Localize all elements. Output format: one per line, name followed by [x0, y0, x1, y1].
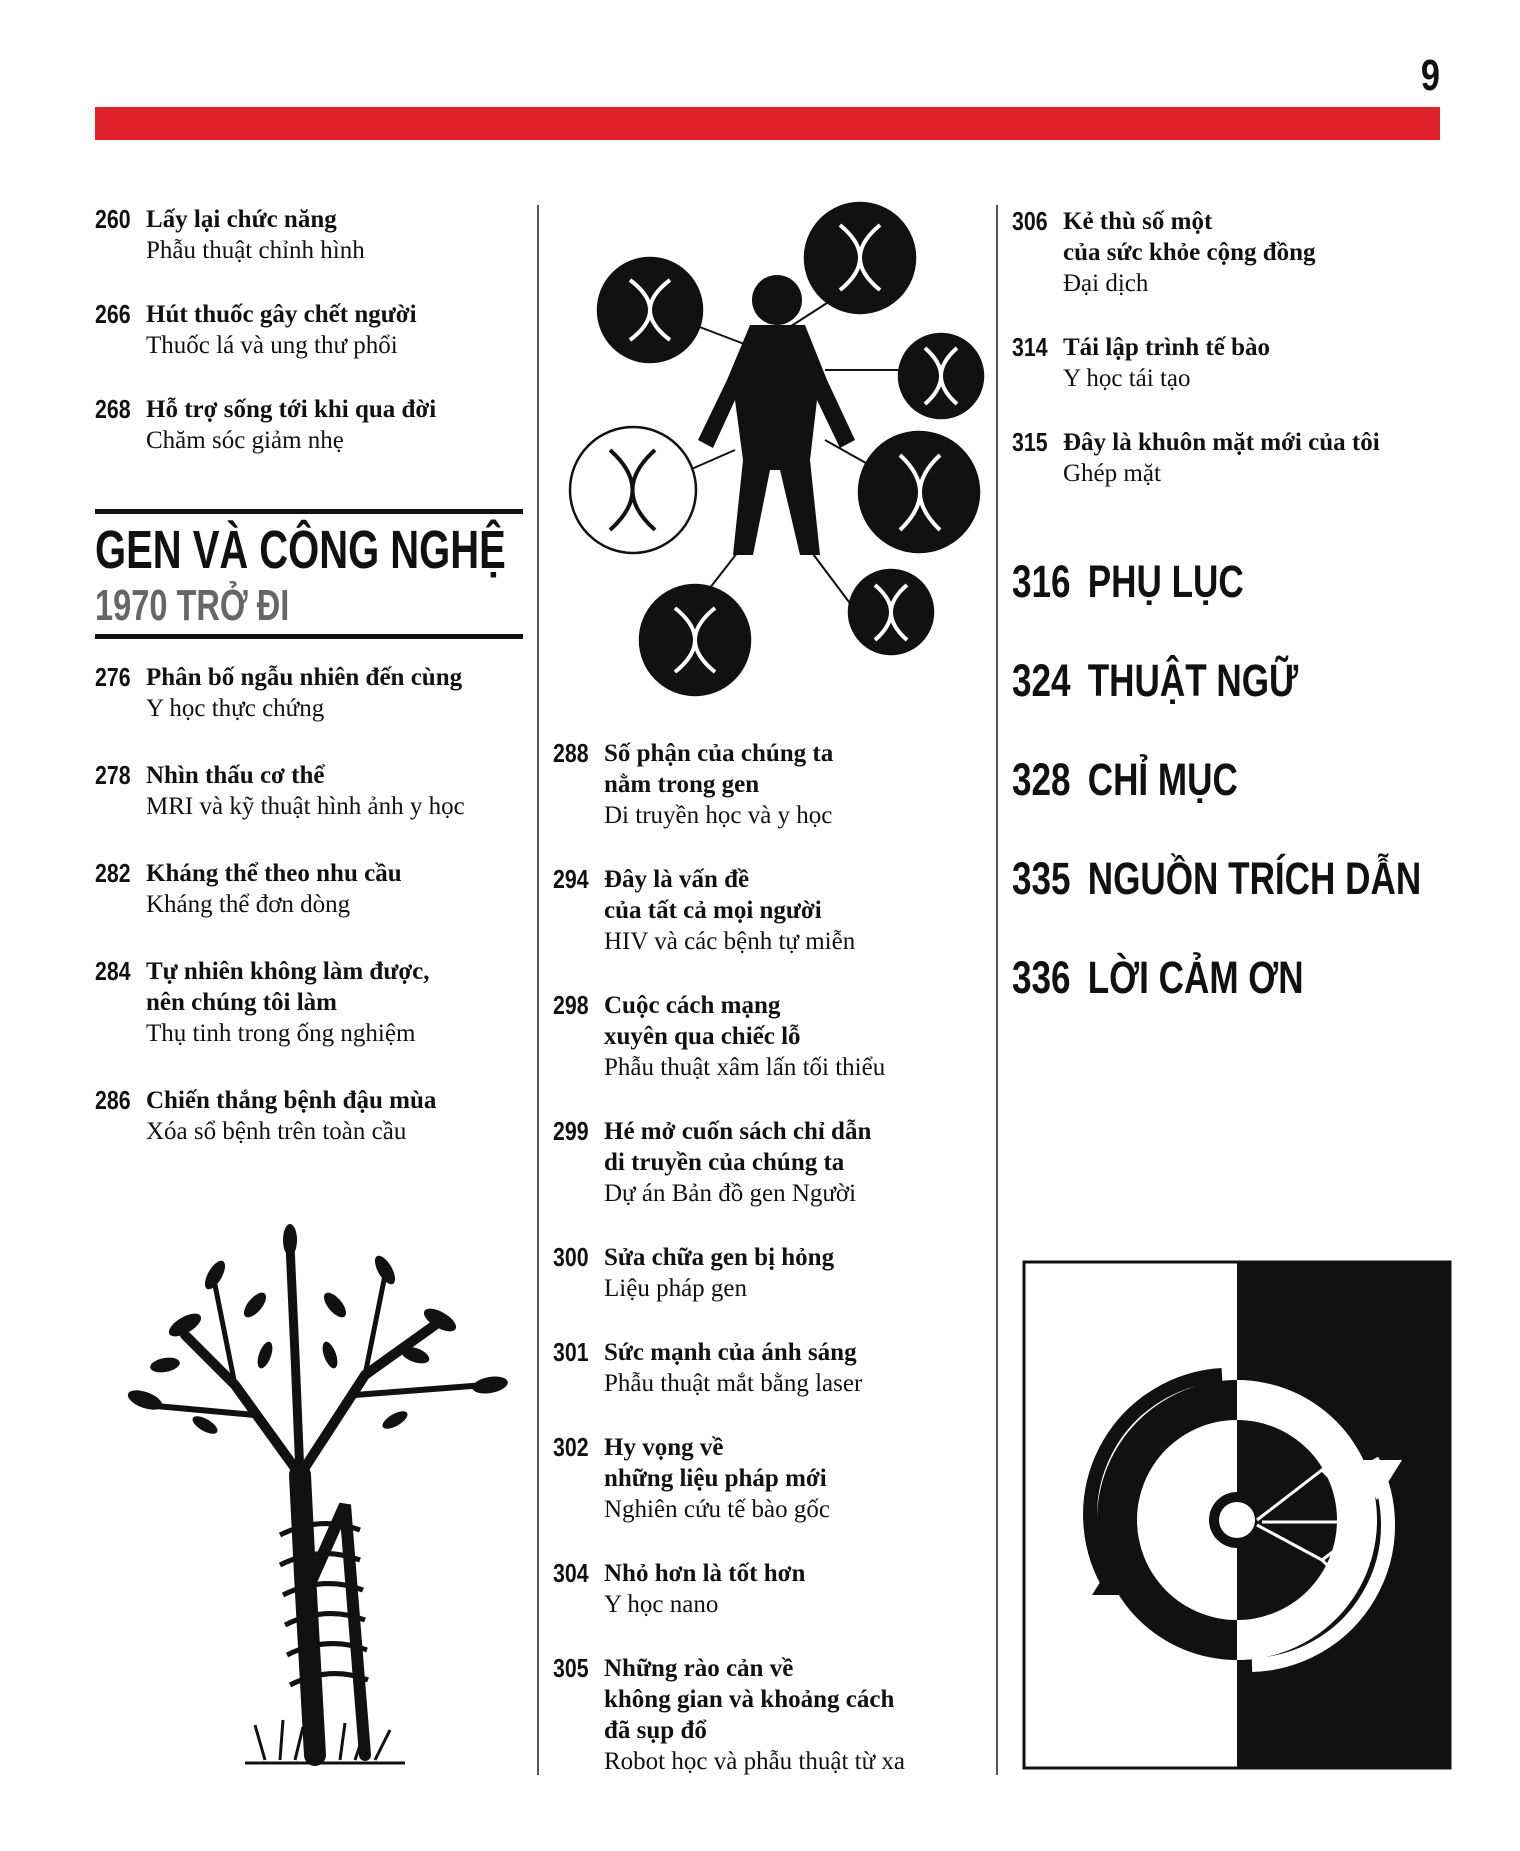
- section-subtitle: 1970 TRỞ ĐI: [95, 581, 290, 630]
- entry-title-line: Hút thuốc gây chết người: [146, 301, 417, 328]
- entry-title-line: Nhỏ hơn là tốt hơn: [604, 1560, 806, 1587]
- eye-disc: [1097, 1380, 1377, 1660]
- entry-title: [146, 204, 535, 235]
- entry-text: [604, 1558, 993, 1620]
- entry-title-line: đã sụp đổ: [604, 1717, 707, 1744]
- entry-page-number: 276: [95, 662, 131, 692]
- toc-entry[interactable]: [95, 956, 535, 1049]
- entry-title: [604, 1432, 993, 1494]
- appendix-page-number: 316: [1012, 556, 1071, 607]
- toc-entry[interactable]: [95, 299, 535, 361]
- entry-text: [604, 990, 993, 1083]
- entry-subtitle: Thuốc lá và ung thư phổi: [146, 332, 398, 359]
- toc-entry[interactable]: [553, 1242, 993, 1304]
- appendix-label: NGUỒN TRÍCH DẪN: [1087, 853, 1422, 904]
- toc-entry[interactable]: [95, 760, 535, 822]
- toc-entry[interactable]: [553, 864, 993, 957]
- entry-title-line: Nhìn thấu cơ thể: [146, 762, 325, 789]
- entry-title-line: Sửa chữa gen bị hỏng: [604, 1244, 835, 1271]
- entry-title: [146, 858, 535, 889]
- entry-text: [146, 394, 535, 456]
- entry-page-number: 288: [553, 738, 589, 768]
- entry-title: [1063, 332, 1452, 363]
- appendix-page-number: 336: [1012, 952, 1071, 1003]
- toc-entry[interactable]: [553, 990, 993, 1083]
- entry-page-number: 305: [553, 1653, 589, 1683]
- entry-text: [146, 662, 535, 724]
- entry-page-number: 304: [553, 1558, 589, 1588]
- entry-title-line: Những rào cản về: [604, 1655, 794, 1682]
- entry-title-line: Hy vọng về: [604, 1434, 724, 1461]
- entry-page-number: 300: [553, 1242, 589, 1272]
- appendix-item[interactable]: [1012, 557, 1244, 607]
- entry-text: [604, 1116, 993, 1209]
- entry-title-line: xuyên qua chiếc lỗ: [604, 1023, 801, 1050]
- entry-title: [146, 760, 535, 791]
- toc-entry[interactable]: [553, 1653, 993, 1777]
- entry-page-number: 266: [95, 299, 131, 329]
- entry-subtitle: Liệu pháp gen: [604, 1275, 748, 1302]
- entry-title-line: Sức mạnh của ánh sáng: [604, 1339, 857, 1366]
- entry-title: [604, 738, 993, 800]
- entry-text: [604, 1653, 993, 1777]
- appendix-item[interactable]: [1012, 755, 1238, 805]
- appendix-page-number: 335: [1012, 853, 1071, 904]
- toc-entry[interactable]: [553, 1337, 993, 1399]
- entry-title: [604, 1116, 993, 1178]
- entry-text: [604, 1432, 993, 1525]
- entry-page-number: 284: [95, 956, 131, 986]
- entry-title-line: Đây là khuôn mặt mới của tôi: [1063, 429, 1380, 456]
- entry-subtitle: Xóa sổ bệnh trên toàn cầu: [146, 1118, 407, 1145]
- entry-title-line: Cuộc cách mạng: [604, 992, 781, 1019]
- entry-title-line: Tái lập trình tế bào: [1063, 334, 1270, 361]
- appendix-label: THUẬT NGỮ: [1087, 655, 1299, 706]
- entry-subtitle: Phẫu thuật chỉnh hình: [146, 237, 365, 264]
- entry-page-number: 282: [95, 858, 131, 888]
- toc-entry[interactable]: [553, 1558, 993, 1620]
- tree-splint-illustration: [105, 1215, 525, 1775]
- entry-subtitle: MRI và kỹ thuật hình ảnh y học: [146, 793, 465, 820]
- entry-title: [146, 299, 535, 330]
- entry-page-number: 302: [553, 1432, 589, 1462]
- entry-title: [146, 956, 535, 1018]
- entry-page-number: 315: [1012, 427, 1048, 457]
- entry-text: [146, 299, 535, 361]
- toc-entry[interactable]: [95, 662, 535, 724]
- entry-title-line: Số phận của chúng ta: [604, 740, 834, 767]
- entry-title-line: nên chúng tôi làm: [146, 989, 338, 1016]
- entry-subtitle: Di truyền học và y học: [604, 802, 833, 829]
- dna-figure-illustration: [555, 200, 985, 710]
- header-red-bar: [95, 107, 1440, 140]
- entry-title: [146, 1085, 535, 1116]
- entry-page-number: 314: [1012, 332, 1048, 362]
- toc-entry[interactable]: [553, 1116, 993, 1209]
- appendix-page-number: 324: [1012, 655, 1071, 706]
- entry-text: [1063, 427, 1452, 489]
- entry-subtitle: Đại dịch: [1063, 270, 1149, 297]
- appendix-item[interactable]: [1012, 656, 1298, 706]
- section-rule-bottom: [95, 634, 523, 639]
- entry-page-number: 299: [553, 1116, 589, 1146]
- entry-subtitle: Chăm sóc giảm nhẹ: [146, 427, 344, 454]
- entry-subtitle: Phẫu thuật mắt bằng laser: [604, 1370, 863, 1397]
- toc-entry[interactable]: [553, 1432, 993, 1525]
- page-number: 9: [1420, 51, 1440, 100]
- entry-text: [604, 738, 993, 831]
- entry-title-line: Chiến thắng bệnh đậu mùa: [146, 1087, 437, 1114]
- entry-title: [604, 1653, 993, 1746]
- entry-title-line: của tất cả mọi người: [604, 897, 822, 924]
- entry-title-line: không gian và khoảng cách: [604, 1686, 895, 1713]
- appendix-item[interactable]: [1012, 854, 1421, 904]
- entry-subtitle: Nghiên cứu tế bào gốc: [604, 1496, 830, 1523]
- toc-entry[interactable]: [95, 204, 535, 266]
- entry-subtitle: Y học tái tạo: [1063, 365, 1191, 392]
- tree-leaves: [125, 1224, 509, 1437]
- entry-text: [1063, 332, 1452, 394]
- entry-text: [1063, 206, 1452, 299]
- toc-entry[interactable]: [1012, 206, 1452, 299]
- toc-entry[interactable]: [1012, 427, 1452, 489]
- entry-subtitle: Robot học và phẫu thuật từ xa: [604, 1748, 905, 1775]
- entry-page-number: 268: [95, 394, 131, 424]
- entry-text: [604, 1242, 993, 1304]
- entry-page-number: 278: [95, 760, 131, 790]
- entry-title: [604, 1337, 993, 1368]
- entry-title: [1063, 427, 1452, 458]
- entry-subtitle: Ghép mặt: [1063, 460, 1161, 487]
- entry-subtitle: Y học nano: [604, 1591, 719, 1618]
- toc-entry[interactable]: [95, 858, 535, 920]
- entry-title-line: Lấy lại chức năng: [146, 206, 337, 233]
- entry-text: [604, 864, 993, 957]
- entry-page-number: 286: [95, 1085, 131, 1115]
- entry-subtitle: Y học thực chứng: [146, 695, 325, 722]
- entry-text: [146, 858, 535, 920]
- entry-title-line: di truyền của chúng ta: [604, 1149, 845, 1176]
- entry-page-number: 260: [95, 204, 131, 234]
- section-title: GEN VÀ CÔNG NGHỆ: [95, 520, 506, 580]
- column-divider-right: [996, 205, 998, 1775]
- entry-title: [604, 1558, 993, 1589]
- entry-title: [146, 662, 535, 693]
- entry-text: [146, 760, 535, 822]
- entry-title-line: của sức khỏe cộng đồng: [1063, 239, 1316, 266]
- toc-entry[interactable]: [553, 738, 993, 831]
- entry-title: [604, 1242, 993, 1273]
- column-divider-left: [537, 205, 539, 1775]
- section-rule-top: [95, 509, 523, 514]
- entry-title: [604, 864, 993, 926]
- entry-subtitle: Phẫu thuật xâm lấn tối thiểu: [604, 1054, 886, 1081]
- entry-title-line: nằm trong gen: [604, 771, 760, 798]
- entry-title-line: Kháng thể theo nhu cầu: [146, 860, 402, 887]
- entry-text: [146, 956, 535, 1049]
- entry-page-number: 301: [553, 1337, 589, 1367]
- entry-title-line: Phân bố ngẫu nhiên đến cùng: [146, 664, 463, 691]
- entry-title: [604, 990, 993, 1052]
- entry-title-line: Đây là vấn đề: [604, 866, 750, 893]
- toc-entry[interactable]: [95, 394, 535, 456]
- appendix-page-number: 328: [1012, 754, 1071, 805]
- appendix-label: PHỤ LỤC: [1087, 556, 1244, 607]
- appendix-label: LỜI CẢM ƠN: [1087, 952, 1304, 1003]
- entry-text: [146, 1085, 535, 1147]
- entry-subtitle: HIV và các bệnh tự miễn: [604, 928, 856, 955]
- toc-entry[interactable]: [1012, 332, 1452, 394]
- entry-page-number: 298: [553, 990, 589, 1020]
- entry-text: [146, 204, 535, 266]
- entry-page-number: 306: [1012, 206, 1048, 236]
- entry-title-line: những liệu pháp mới: [604, 1465, 827, 1492]
- entry-subtitle: Kháng thể đơn dòng: [146, 891, 351, 918]
- entry-title-line: Kẻ thù số một: [1063, 208, 1213, 235]
- entry-title: [1063, 206, 1452, 268]
- entry-subtitle: Thụ tinh trong ống nghiệm: [146, 1020, 416, 1047]
- toc-entry[interactable]: [95, 1085, 535, 1147]
- entry-subtitle: Dự án Bản đồ gen Người: [604, 1180, 857, 1207]
- entry-title-line: Hé mở cuốn sách chỉ dẫn: [604, 1118, 872, 1145]
- entry-title-line: Hỗ trợ sống tới khi qua đời: [146, 396, 437, 423]
- appendix-item[interactable]: [1012, 953, 1304, 1003]
- entry-title: [146, 394, 535, 425]
- entry-page-number: 294: [553, 864, 589, 894]
- appendix-label: CHỈ MỤC: [1087, 754, 1238, 805]
- human-silhouette: [698, 275, 855, 555]
- entry-text: [604, 1337, 993, 1399]
- eye-cycle-illustration: [1022, 1260, 1452, 1770]
- entry-title-line: Tự nhiên không làm được,: [146, 958, 430, 985]
